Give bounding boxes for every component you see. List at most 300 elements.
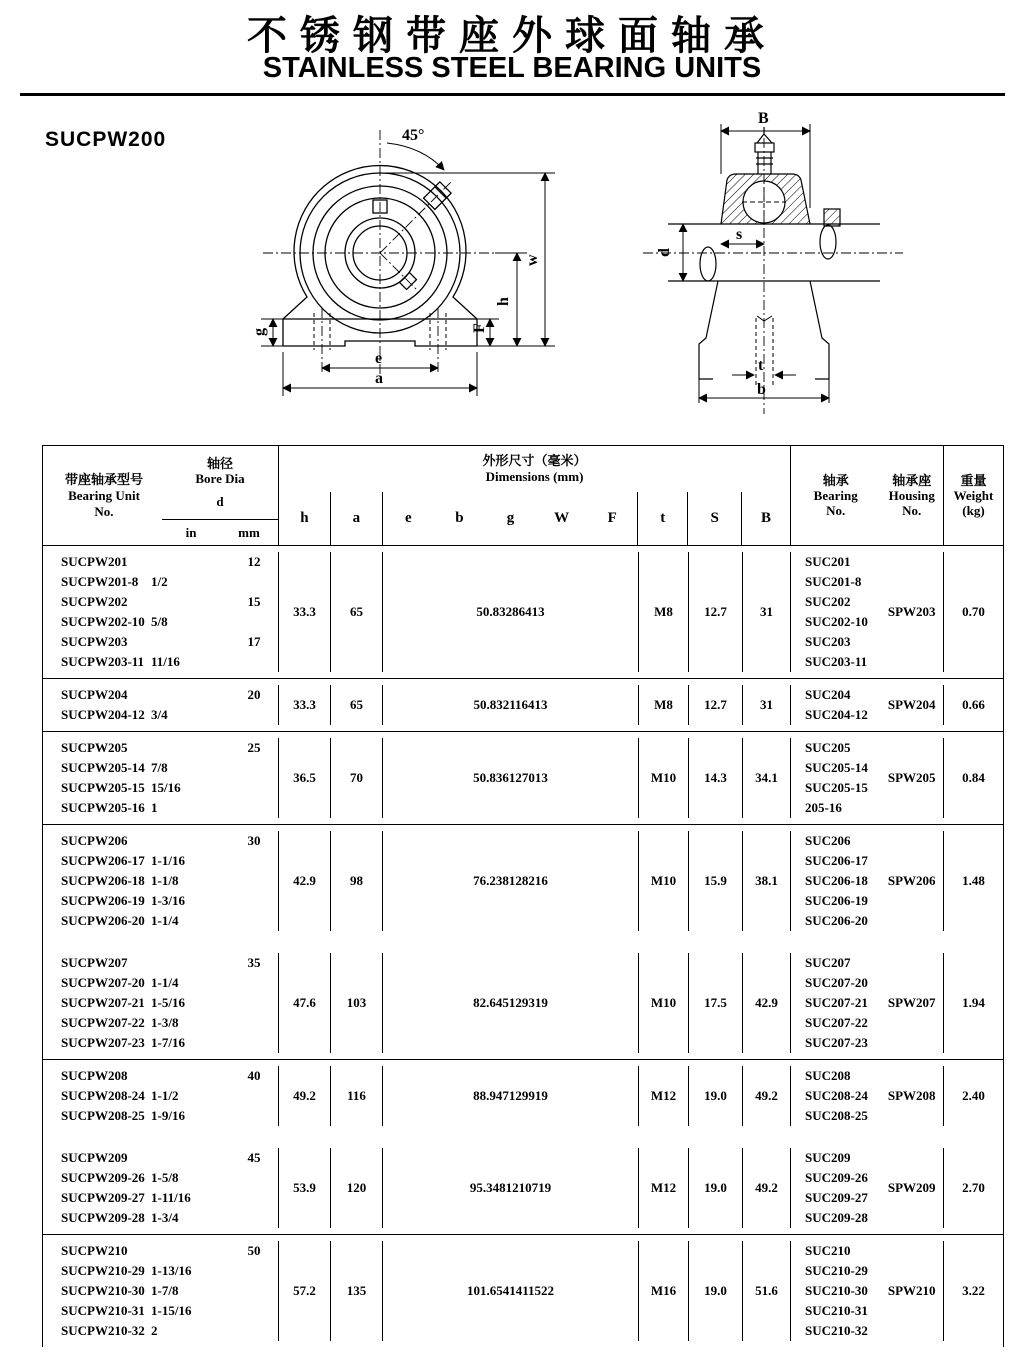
bore-in-value: 7/8 (151, 760, 168, 775)
housing-no: SPW209 (887, 1180, 936, 1195)
model-line (61, 705, 274, 725)
model-name: SUCPW205-16 (61, 800, 145, 815)
bearing-no-line: SUC206-18 (805, 873, 868, 888)
bearing-no-line: SUC205-15 (805, 780, 868, 795)
model-name: SUCPW206-19 (61, 893, 145, 908)
dim-h-cell: 57.2 (279, 1241, 331, 1341)
dim-B-cell: 42.9 (743, 953, 791, 1053)
dims-ebgwf-cell (383, 685, 639, 725)
header-bearing-en1: Bearing (813, 488, 858, 503)
dim-value: 82 (521, 873, 535, 888)
table-row-group (43, 546, 1003, 678)
dim-t-cell: M8 (639, 685, 689, 725)
dim-a-cell: 65 (331, 685, 383, 725)
dim-value: 70 (521, 770, 535, 785)
model-name: SUCPW203-11 (61, 654, 145, 669)
bearing-no-list (791, 738, 880, 818)
header-unit-title (45, 446, 163, 545)
bore-in-value: 11/16 (151, 654, 180, 669)
bore-mm-value (234, 1188, 274, 1208)
dim-label-F: F (471, 323, 488, 333)
model-line (61, 831, 274, 851)
dim-value: 93 (521, 995, 535, 1010)
table-row-group (43, 1132, 1003, 1234)
model-name: SUCPW204 (61, 687, 128, 702)
housing-no: SPW208 (887, 1088, 936, 1103)
bore-mm-value: 50 (247, 1243, 261, 1258)
dims-ebgwf-cell (383, 1241, 639, 1341)
bearing-unit-cell (43, 831, 279, 931)
model-name: SUCPW201 (61, 554, 128, 569)
table-row-group (43, 824, 1003, 937)
bore-mm-value (234, 1281, 274, 1301)
dim-label-d: d (656, 248, 673, 257)
model-name: SUCPW208-25 (61, 1108, 145, 1123)
bearing-no-line: SUC207-21 (805, 995, 868, 1010)
dim-t-cell: M10 (639, 831, 689, 931)
bearing-no-list (791, 685, 880, 725)
bearing-no-line: SUC209-28 (805, 1210, 868, 1225)
bore-mm-value (234, 652, 274, 672)
dim-value: 64 (521, 697, 535, 712)
bearing-no-line: SUC209-26 (805, 1170, 868, 1185)
table-row-group (43, 937, 1003, 1059)
bore-mm-value (234, 851, 274, 871)
bore-mm-value (234, 778, 274, 798)
model-line (61, 1148, 274, 1168)
bore-in-value: 1-3/16 (151, 893, 185, 908)
dim-value: 50.8 (473, 697, 497, 712)
bore-in-value: 2 (151, 1323, 158, 1338)
dim-value: 13 (534, 697, 548, 712)
dim-B-cell: 51.6 (743, 1241, 791, 1341)
model-line (61, 1033, 274, 1053)
header-dim-h: h (279, 492, 331, 545)
model-name: SUCPW209-28 (61, 1210, 145, 1225)
weight-cell: 3.22 (962, 1283, 985, 1298)
dim-a-cell: 120 (331, 1148, 383, 1228)
dims-ebgwf-cell (383, 1066, 639, 1126)
model-line (61, 572, 274, 592)
bearing-housing-cell (791, 1148, 944, 1228)
model-name: SUCPW204-12 (61, 707, 145, 722)
dims-ebgwf-cell (383, 738, 639, 818)
dim-h-cell: 42.9 (279, 831, 331, 931)
header-dim-a: a (331, 492, 383, 545)
dim-value: 32 (499, 604, 513, 619)
bearing-no-line: SUC206-19 (805, 893, 868, 908)
header-bearing-unit (43, 446, 279, 545)
hidden-tapped-hole (756, 318, 773, 388)
model-line (61, 778, 274, 798)
bore-mm-value: 17 (247, 634, 261, 649)
dim-value: 99 (521, 1088, 535, 1103)
bore-mm-value (234, 572, 274, 592)
dim-value: 22 (541, 1283, 555, 1298)
bearing-no-line: SUC206-20 (805, 913, 868, 928)
weight-cell: 1.94 (962, 995, 985, 1010)
dim-B-cell: 49.2 (743, 1148, 791, 1228)
dim-label-w: w (524, 254, 541, 266)
dim-value: 101.6 (466, 1283, 497, 1298)
model-line (61, 685, 274, 705)
dim-value: 32 (496, 697, 510, 712)
bore-mm-value (234, 993, 274, 1013)
header-dim-e: e (405, 510, 412, 526)
housing-no: SPW204 (887, 697, 936, 712)
bore-mm-value (234, 973, 274, 993)
bearing-unit-cell (43, 552, 279, 672)
model-line (61, 632, 274, 652)
dim-h-cell: 36.5 (279, 738, 331, 818)
bore-in-value: 1-1/16 (151, 853, 185, 868)
bearing-no-line: SUC210-32 (805, 1323, 868, 1338)
bore-in-value (151, 1066, 234, 1086)
header-weight (944, 446, 1003, 545)
bore-in-value (151, 632, 234, 652)
dim-t-cell: M12 (639, 1148, 689, 1228)
housing-no: SPW206 (887, 873, 936, 888)
dim-value: 88.9 (473, 1088, 496, 1103)
dim-t-cell: M10 (639, 738, 689, 818)
model-line (61, 1261, 274, 1281)
model-line (61, 1321, 274, 1341)
dims-ebgwf-cell (383, 953, 639, 1053)
bore-in-value (151, 953, 234, 973)
header-dim-b: b (455, 510, 464, 526)
bearing-no-list (791, 953, 880, 1053)
header-dimensions-group (279, 446, 791, 545)
dim-value: 38 (495, 873, 509, 888)
weight-cell: 0.70 (962, 604, 985, 619)
bearing-unit-cell (43, 1066, 279, 1126)
dim-label-s: s (736, 226, 743, 243)
bore-mm-value: 15 (247, 594, 261, 609)
model-line (61, 973, 274, 993)
model-line (61, 891, 274, 911)
bearing-no-line: SUC202-10 (805, 614, 868, 629)
bore-in-value: 3/4 (151, 707, 168, 722)
bore-mm-value: 30 (247, 833, 261, 848)
bearing-no-line: SUC205-14 (805, 760, 868, 775)
dim-S-cell: 19.0 (689, 1241, 743, 1341)
bore-mm-value: 35 (247, 955, 261, 970)
model-name: SUCPW202-10 (61, 614, 145, 629)
header-weight-en1: Weight (953, 488, 994, 503)
bearing-no-line: SUC209-27 (805, 1190, 868, 1205)
dims-ebgwf-cell (383, 552, 639, 672)
side-view-drawing (628, 96, 920, 441)
dim-a-cell: 116 (331, 1066, 383, 1126)
dim-label-t: t (758, 357, 764, 374)
bore-in-value: 1-11/16 (151, 1190, 191, 1205)
dim-value: 12 (508, 770, 522, 785)
model-name: SUCPW210-31 (61, 1303, 145, 1318)
bearing-no-line: SUC210-31 (805, 1303, 868, 1318)
dim-value: 48 (492, 1180, 506, 1195)
bore-mm-value: 45 (247, 1150, 261, 1165)
bearing-no-line: SUC205 (805, 740, 851, 755)
model-line (61, 612, 274, 632)
dim-value: 45 (495, 995, 509, 1010)
header-weight-zh: 重量 (960, 473, 987, 488)
bearing-unit-cell (43, 1241, 279, 1341)
header-dim-F: F (587, 492, 638, 545)
model-name: SUCPW209 (61, 1150, 128, 1165)
dim-h-cell: 47.6 (279, 953, 331, 1053)
model-line (61, 871, 274, 891)
model-name: SUCPW206 (61, 833, 128, 848)
table-row-group (43, 731, 1003, 824)
model-name: SUCPW207 (61, 955, 128, 970)
model-line (61, 592, 274, 612)
model-line (61, 652, 274, 672)
model-name: SUCPW210-32 (61, 1323, 145, 1338)
header-bore-dia (162, 446, 278, 545)
header-bearing-zh: 轴承 (822, 473, 849, 488)
dim-h-cell: 49.2 (279, 1066, 331, 1126)
bore-in-value: 1-7/16 (151, 1035, 185, 1050)
bearing-no-line: SUC204 (805, 687, 851, 702)
header-bore-d: d (216, 494, 224, 509)
bearing-housing-cell (791, 1066, 944, 1126)
table-row-group (43, 1234, 1003, 1347)
bearing-no-line: SUC207-20 (805, 975, 868, 990)
dim-value: 76.2 (473, 873, 496, 888)
dim-value: 19 (534, 1088, 548, 1103)
dim-value: 115 (522, 1283, 542, 1298)
header-housing-no (880, 446, 943, 545)
bearing-housing-cell (791, 685, 944, 725)
weight-cell: 0.84 (962, 770, 985, 785)
dim-B-cell: 49.2 (743, 1066, 791, 1126)
dim-value: 16 (534, 873, 548, 888)
bearing-no-list (791, 1241, 880, 1341)
bearing-no-line: 205-16 (805, 800, 842, 815)
dim-label-g: g (251, 328, 268, 336)
header-dims-zh: 外形尺寸（毫米） (482, 453, 587, 468)
table-row-group (43, 1059, 1003, 1132)
dim-S-cell: 14.3 (689, 738, 743, 818)
header-housing-en2: No. (902, 503, 922, 518)
dim-value: 64 (518, 604, 532, 619)
dim-value: 13 (534, 770, 548, 785)
bearing-no-line: SUC210-29 (805, 1263, 868, 1278)
model-name: SUCPW210 (61, 1243, 128, 1258)
front-view-drawing (245, 116, 590, 414)
bore-mm-value (234, 911, 274, 931)
grease-fitting (755, 127, 774, 174)
bore-in-value (151, 831, 234, 851)
model-line (61, 738, 274, 758)
dim-B-cell: 38.1 (743, 831, 791, 931)
dim-h-cell: 33.3 (279, 552, 331, 672)
bore-mm-value (234, 798, 274, 818)
bearing-unit-cell (43, 685, 279, 725)
bearing-no-line: SUC209 (805, 1150, 851, 1165)
bearing-no-line: SUC210-30 (805, 1283, 868, 1298)
dim-value: 12 (508, 1088, 522, 1103)
model-name: SUCPW203 (61, 634, 128, 649)
model-line (61, 851, 274, 871)
bearing-no-line: SUC208 (805, 1068, 851, 1083)
bearing-unit-cell (43, 738, 279, 818)
header-dim-W: W (554, 510, 570, 526)
bearing-housing-cell (791, 953, 944, 1053)
dim-B-cell: 31 (743, 685, 791, 725)
model-name: SUCPW207-21 (61, 995, 145, 1010)
header-unit-zh: 带座轴承型号 (64, 471, 143, 487)
bore-mm-value (234, 612, 274, 632)
dimension-lines (261, 143, 555, 396)
model-line (61, 1086, 274, 1106)
dim-label-45deg: 45° (402, 127, 425, 144)
bore-in-value: 1-15/16 (151, 1303, 192, 1318)
dim-label-a: a (375, 370, 383, 387)
bearing-no-line: SUC207 (805, 955, 851, 970)
model-line (61, 1241, 274, 1261)
bore-in-value: 1-1/2 (151, 1088, 179, 1103)
dim-h-cell: 33.3 (279, 685, 331, 725)
header-dim-B: B (761, 510, 772, 526)
model-name: SUCPW202 (61, 594, 128, 609)
model-line (61, 798, 274, 818)
bore-in-value: 1-3/4 (151, 1210, 179, 1225)
dim-a-cell: 65 (331, 552, 383, 672)
model-name: SUCPW206-20 (61, 913, 145, 928)
bore-in-value: 1-5/16 (151, 995, 185, 1010)
header-bearing-no (791, 446, 880, 545)
table-row-group (43, 678, 1003, 731)
dim-label-B: B (758, 110, 769, 127)
bearing-no-line: SUC201-8 (805, 574, 862, 589)
table-header (43, 446, 1003, 546)
shaft (668, 224, 880, 281)
bearing-no-line: SUC207-23 (805, 1035, 868, 1050)
header-weight-en2: (kg) (962, 503, 985, 518)
model-name: SUCPW205-15 (61, 780, 145, 795)
model-line (61, 1208, 274, 1228)
model-name: SUCPW207-20 (61, 975, 145, 990)
housing-no: SPW205 (887, 770, 936, 785)
dim-value: 19 (538, 1180, 552, 1195)
dim-a-cell: 103 (331, 953, 383, 1053)
header-bearing-en2: No. (826, 503, 846, 518)
bearing-no-line: SUC203-11 (805, 654, 868, 669)
weight-cell: 1.48 (962, 873, 985, 888)
bearing-housing-cell (791, 831, 944, 931)
dim-a-cell: 70 (331, 738, 383, 818)
dim-S-cell: 19.0 (689, 1066, 743, 1126)
model-name: SUCPW209-27 (61, 1190, 145, 1205)
bore-mm-value: 20 (247, 687, 261, 702)
bore-mm-value: 25 (247, 740, 261, 755)
header-bore-en: Bore Dia (195, 471, 245, 486)
bore-mm-value (234, 1168, 274, 1188)
bore-mm-value (234, 1321, 274, 1341)
bearing-no-line: SUC204-12 (805, 707, 868, 722)
model-name: SUCPW207-22 (61, 1015, 145, 1030)
bearing-housing-cell (791, 1241, 944, 1341)
weight-cell: 2.70 (962, 1180, 985, 1195)
model-line (61, 1066, 274, 1086)
model-line (61, 1301, 274, 1321)
header-housing-zh: 轴承座 (892, 473, 932, 488)
dim-value: 107 (518, 1180, 539, 1195)
dim-value: 50.8 (473, 770, 496, 785)
bore-mm-value: 12 (247, 554, 261, 569)
model-name: SUCPW210-30 (61, 1283, 145, 1298)
header-bearing-housing (791, 446, 944, 545)
bore-in-value: 1-5/8 (151, 1170, 179, 1185)
bearing-housing-cell (791, 552, 944, 672)
dim-value: 19 (534, 995, 548, 1010)
dim-label-b: b (757, 381, 766, 398)
weight-cell: 0.66 (962, 697, 985, 712)
page-subtitle: STAINLESS STEEL BEARING UNITS (262, 52, 762, 84)
bore-in-value: 1-1/4 (151, 975, 179, 990)
dim-value: 36 (495, 770, 509, 785)
bearing-no-line: SUC210 (805, 1243, 851, 1258)
bore-in-value: 1/2 (151, 574, 168, 589)
dim-value: 47 (495, 1088, 509, 1103)
dim-value: 11 (509, 697, 522, 712)
series-label: SUCPW200 (45, 128, 167, 151)
bearing-no-line: SUC208-25 (805, 1108, 868, 1123)
housing-no: SPW207 (887, 995, 936, 1010)
bore-mm-value (234, 1086, 274, 1106)
header-bore-zh: 轴径 (206, 456, 233, 471)
dim-h-cell: 53.9 (279, 1148, 331, 1228)
dim-value: 14 (509, 1283, 523, 1298)
bearing-unit-cell (43, 1148, 279, 1228)
dim-value: 82.6 (473, 995, 496, 1010)
model-line (61, 758, 274, 778)
weight-cell: 2.40 (962, 1088, 985, 1103)
header-dim-g: g (506, 510, 515, 526)
model-line (61, 1106, 274, 1126)
bore-mm-value (234, 1106, 274, 1126)
bearing-no-line: SUC206-17 (805, 853, 868, 868)
header-unit-en2: No. (94, 503, 114, 519)
page-title: 不锈钢带座外球面轴承 (247, 14, 777, 58)
bore-in-value: 5/8 (151, 614, 168, 629)
table-body (43, 546, 1003, 1347)
header-unit-en1: Bearing Unit (68, 487, 140, 503)
header-dim-letters (279, 492, 790, 545)
bearing-no-list (791, 1066, 880, 1126)
dims-ebgwf-cell (383, 831, 639, 931)
header-dim-S: S (688, 492, 742, 545)
model-name: SUCPW208 (61, 1068, 128, 1083)
bore-in-value (151, 738, 234, 758)
bore-in-value: 1-7/8 (151, 1283, 179, 1298)
bore-in-value (151, 685, 234, 705)
dim-t-cell: M10 (639, 953, 689, 1053)
bore-in-value: 1 (151, 800, 158, 815)
header-bore-mm: mm (238, 524, 260, 540)
dim-t-cell: M8 (639, 552, 689, 672)
model-line (61, 1013, 274, 1033)
bearing-no-line: SUC206 (805, 833, 851, 848)
bore-in-value: 1-13/16 (151, 1263, 192, 1278)
bore-mm-value (234, 1013, 274, 1033)
bore-mm-value: 40 (247, 1068, 261, 1083)
header-bore-in: in (185, 524, 197, 540)
model-name: SUCPW208-24 (61, 1088, 145, 1103)
model-line (61, 911, 274, 931)
dim-a-cell: 98 (331, 831, 383, 931)
